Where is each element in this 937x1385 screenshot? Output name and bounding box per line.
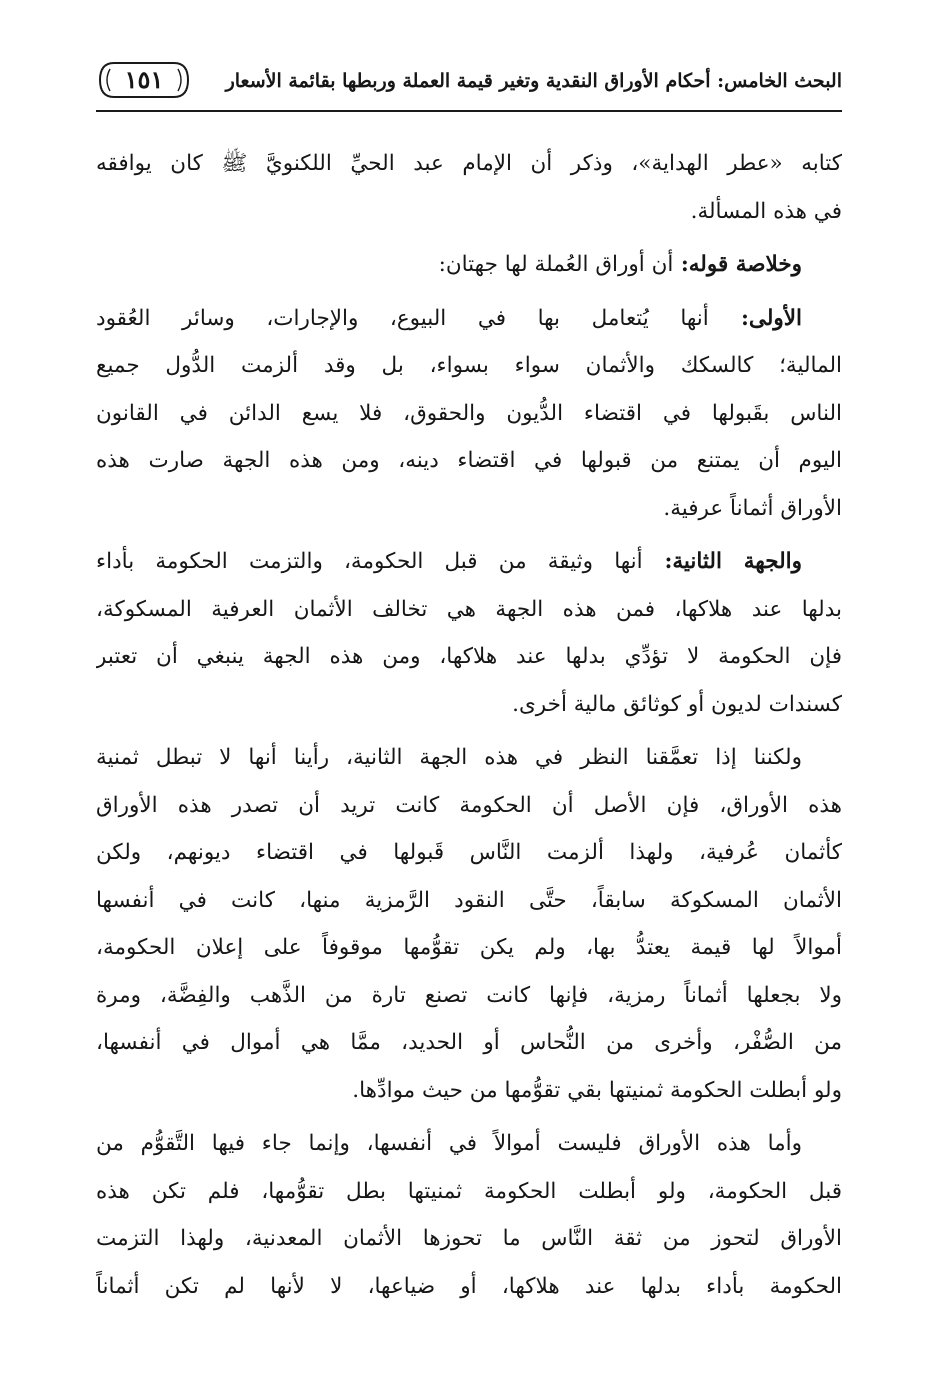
- paragraph: [96, 538, 842, 728]
- line-text: قبل الحكومة، ولو أبطلت الحكومة ثمنيتها بطل تقوُّمها، فلم تكن هذه: [96, 1178, 842, 1204]
- line-text: بدلها عند هلاكها، فمن هذه الجهة هي تخالف الأثمان العرفية المسكوكة،: [96, 596, 842, 622]
- paragraph: [96, 241, 842, 289]
- text-line: [96, 140, 842, 188]
- text-line: [96, 1120, 842, 1168]
- body-text: [96, 140, 842, 1310]
- line-text: من الصُّفْر، وأخرى من النُّحاس أو الحديد، ممَّا هي أموال في أنفسها،: [96, 1030, 842, 1055]
- line-text: ولو أبطلت الحكومة ثمنيتها بقي تقوُّمها من حيث موادِّها.: [352, 1077, 842, 1103]
- line-text: هذه الأوراق، فإن الأصل أن الحكومة كانت تريد أن تصدر هذه الأوراق: [96, 792, 842, 818]
- paragraph-lead: وخلاصة قوله:: [673, 252, 802, 277]
- line-text: كتابه «عطر الهداية»، وذكر أن الإمام عبد الحيِّ اللكنويَّ ﷺ كان يوافقه: [96, 151, 842, 176]
- text-line: [96, 782, 842, 830]
- text-line: [96, 538, 842, 586]
- paragraph: [96, 1120, 842, 1310]
- text-line: [96, 188, 842, 236]
- text-line: [96, 1263, 842, 1311]
- line-text: كأثمان عُرفية، ولهذا ألزمت النَّاس قَبولها في اقتضاء ديونهم، ولكن: [96, 840, 842, 865]
- running-header: [96, 50, 842, 112]
- line-text: أن أوراق العُملة لها جهتان:: [438, 252, 674, 277]
- line-text: اليوم أن يمتنع من قبولها في اقتضاء دينه، ومن هذه الجهة صارت هذه: [96, 448, 842, 473]
- line-text: وأما هذه الأوراق فليست أموالاً في أنفسها، وإنما جاء فيها التَّقوُّم من: [96, 1131, 802, 1156]
- text-line: [96, 734, 842, 782]
- running-header-title: [225, 70, 842, 92]
- paragraph: [96, 295, 842, 533]
- paragraph: [96, 140, 842, 235]
- text-line: [96, 437, 842, 485]
- text-line: [96, 390, 842, 438]
- line-text: الحكومة بأداء بدلها عند هلاكها، أو ضياعها، لا لأنها لم تكن أثماناً: [96, 1273, 842, 1299]
- line-text: أموالاً لها قيمة يعتدُّ بها، ولم يكن تقوُّمها موقوفاً على إعلان الحكومة،: [96, 935, 842, 960]
- chapter-title: أحكام الأوراق النقدية وتغير قيمة العملة وربطها بقائمة الأسعار: [225, 70, 718, 92]
- line-text: كسندات لديون أو كوثائق مالية أخرى.: [512, 691, 842, 717]
- section-label: البحث الخامس:: [717, 70, 842, 92]
- text-line: [96, 485, 842, 533]
- text-line: [96, 681, 842, 729]
- paragraph-lead: الأولى:: [708, 305, 802, 331]
- line-text: أنها يُتعامل بها في البيوع، والإجارات، وسائر العُقود: [96, 305, 709, 331]
- line-text: في هذه المسألة.: [690, 198, 842, 224]
- text-line: [96, 241, 842, 289]
- paragraph: [96, 734, 842, 1114]
- text-line: [96, 1067, 842, 1115]
- line-text: ولكننا إذا تعمَّقنا النظر في هذه الجهة الثانية، رأينا أنها لا تبطل ثمنية: [96, 745, 802, 770]
- text-line: [96, 633, 842, 681]
- text-line: [96, 829, 842, 877]
- text-line: [96, 924, 842, 972]
- page-number-badge: [96, 59, 192, 101]
- line-text: الأوراق لتحوز من ثقة النَّاس ما تحوزها الأثمان المعدنية، ولهذا التزمت: [96, 1226, 842, 1251]
- header-divider: [96, 110, 842, 112]
- text-line: [96, 342, 842, 390]
- line-text: الأثمان المسكوكة سابقاً، حتَّى النقود الرَّمزية منها، كانت في أنفسها: [96, 887, 842, 913]
- text-line: [96, 1019, 842, 1067]
- text-line: [96, 1168, 842, 1216]
- text-line: [96, 877, 842, 925]
- text-line: [96, 295, 842, 343]
- line-text: الأوراق أثماناً عرفية.: [663, 495, 842, 521]
- text-line: [96, 586, 842, 634]
- text-line: [96, 972, 842, 1020]
- paragraph-lead: والجهة الثانية:: [642, 549, 802, 574]
- line-text: فإن الحكومة لا تؤدِّي بدلها عند هلاكها، ومن هذه الجهة ينبغي أن تعتبر: [96, 644, 842, 669]
- line-text: المالية؛ كالسكك والأثمان سواء بسواء، بل وقد ألزمت الدُّول جميع: [96, 353, 842, 378]
- line-text: أنها وثيقة من قبل الحكومة، والتزمت الحكومة بأداء: [96, 549, 643, 574]
- line-text: الناس بقَبولها في اقتضاء الدُّيون والحقوق، فلا يسع الدائن في القانون: [96, 400, 842, 426]
- page-number: ١٥١: [124, 65, 164, 94]
- text-line: [96, 1215, 842, 1263]
- line-text: ولا بجعلها أثماناً رمزية، فإنها كانت تصنع تارة من الذَّهب والفِضَّة، ومرة: [96, 982, 842, 1008]
